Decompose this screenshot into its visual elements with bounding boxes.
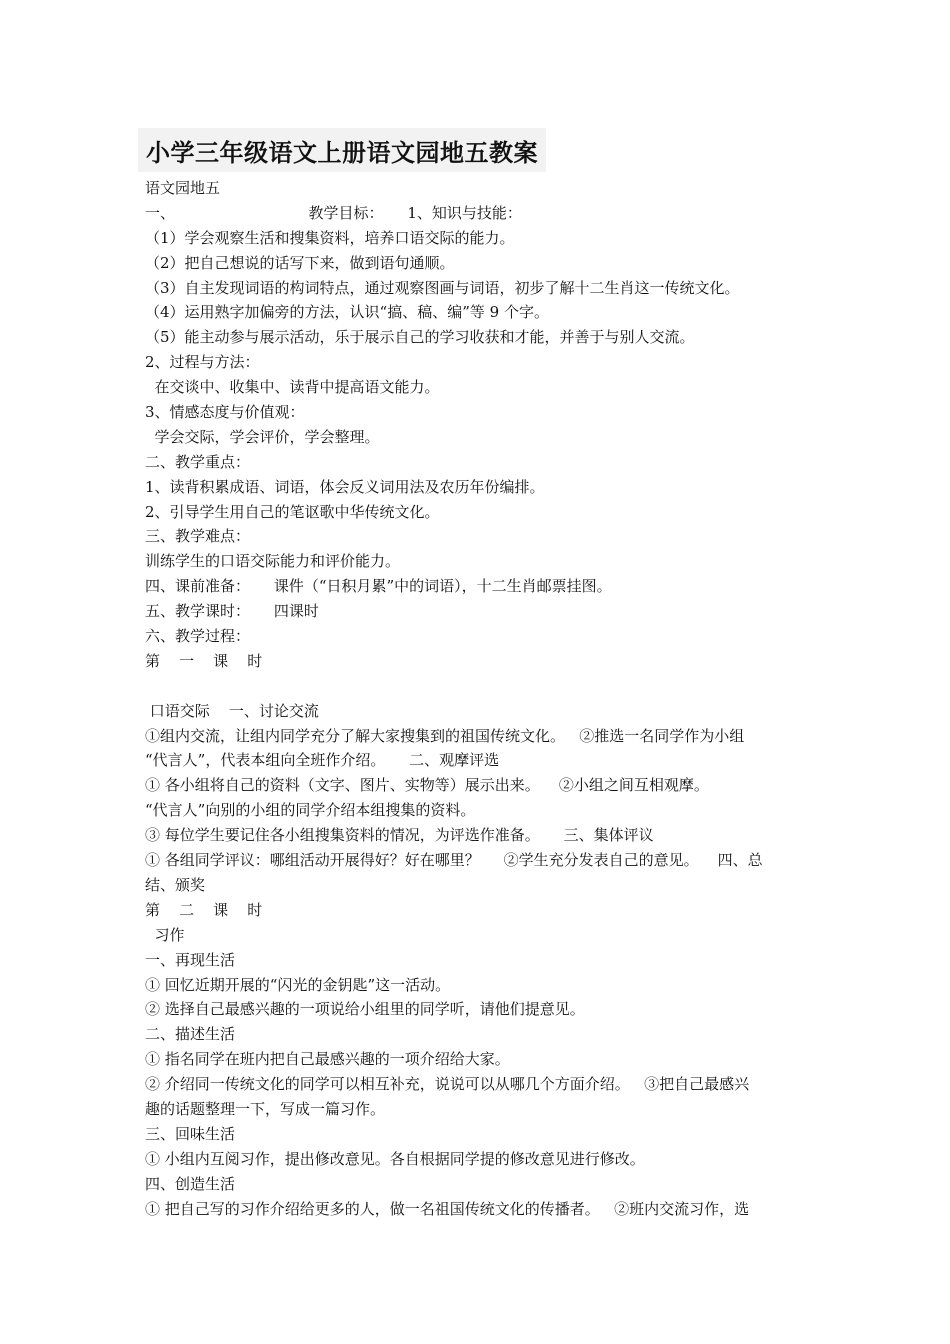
text-line: 训练学生的口语交际能力和评价能力。 xyxy=(145,552,401,571)
text-line: “代言人”，代表本组向全班作介绍。 二、观摩评选 xyxy=(145,751,500,770)
text-line: 一、再现生活 xyxy=(145,950,236,969)
text-line: 结、颁奖 xyxy=(145,875,206,894)
text-line: 口语交际 一、讨论交流 xyxy=(145,701,319,720)
text-line: 三、回味生活 xyxy=(145,1124,236,1143)
text-line: 三、教学难点： xyxy=(145,527,251,546)
text-line: 二、描述生活 xyxy=(145,1025,236,1044)
text-line: （4）运用熟字加偏旁的方法，认识“搞、稿、编”等 9 个字。 xyxy=(145,303,549,322)
text-line: （3）自主发现词语的构词特点，通过观察图画与词语，初步了解十二生肖这一传统文化。 xyxy=(145,278,740,297)
text-line: 四、创造生活 xyxy=(145,1174,236,1193)
text-line: 第 二 课 时 xyxy=(145,900,263,919)
document-body xyxy=(145,176,815,1221)
text-line: 趣的话题整理一下，写成一篇习作。 xyxy=(145,1099,386,1118)
text-line: 二、教学重点： xyxy=(145,452,251,471)
text-line: ① 各小组将自己的资料（文字、图片、实物等）展示出来。 ②小组之间互相观摩。 xyxy=(145,776,709,795)
text-line: ①组内交流，让组内同学充分了解大家搜集到的祖国传统文化。 ②推选一名同学作为小组 xyxy=(145,726,745,745)
text-line: ① 把自己写的习作介绍给更多的人，做一名祖国传统文化的传播者。 ②班内交流习作，选 xyxy=(145,1199,750,1218)
text-line: 习作 xyxy=(145,925,185,944)
text-line: 1、读背积累成语、词语，体会反义词用法及农历年份编排。 xyxy=(145,477,545,496)
text-line: ③ 每位学生要记住各小组搜集资料的情况，为评选作准备。 三、集体评议 xyxy=(145,826,654,845)
text-line: 五、教学课时： 四课时 xyxy=(145,602,319,621)
text-line: ① 指名同学在班内把自己最感兴趣的一项介绍给大家。 xyxy=(145,1050,510,1069)
text-line: 2、引导学生用自己的笔讴歌中华传统文化。 xyxy=(145,502,440,521)
text-line: 3、情感态度与价值观： xyxy=(145,403,305,422)
text-line: ① 小组内互阅习作，提出修改意见。各自根据同学提的修改意见进行修改。 xyxy=(145,1149,645,1168)
text-line: 在交谈中、收集中、读背中提高语文能力。 xyxy=(145,378,440,397)
title-highlight xyxy=(138,128,546,172)
text-line: ② 选择自己最感兴趣的一项说给小组里的同学听，请他们提意见。 xyxy=(145,1000,585,1019)
blank-line xyxy=(145,674,815,699)
text-line: ① 回忆近期开展的“闪光的金钥匙”这一活动。 xyxy=(145,975,451,994)
page-title: 小学三年级语文上册语文园地五教案 xyxy=(146,138,538,167)
text-line: （1）学会观察生活和搜集资料，培养口语交际的能力。 xyxy=(145,228,515,247)
text-line: “代言人”向别的小组的同学介绍本组搜集的资料。 xyxy=(145,801,476,820)
text-line: ① 各组同学评议：哪组活动开展得好？好在哪里？ ②学生充分发表自己的意见。 四、总 xyxy=(145,851,763,870)
text-line: 一、 教学目标： 1、知识与技能： xyxy=(145,203,522,222)
text-line: 学会交际，学会评价，学会整理。 xyxy=(145,427,380,446)
text-line: ② 介绍同一传统文化的同学可以相互补充，说说可以从哪几个方面介绍。 ③把自己最感兴 xyxy=(145,1075,750,1094)
text-line: 六、教学过程： xyxy=(145,627,251,646)
text-line: （2）把自己想说的话写下来，做到语句通顺。 xyxy=(145,253,455,272)
text-line: 语文园地五 xyxy=(145,179,221,197)
text-line: 2、过程与方法： xyxy=(145,353,260,372)
text-line: 第 一 课 时 xyxy=(145,651,263,670)
text-line: 四、课前准备： 课件（“日积月累”中的词语），十二生肖邮票挂图。 xyxy=(145,577,612,596)
text-line: （5）能主动参与展示活动，乐于展示自己的学习收获和才能，并善于与别人交流。 xyxy=(145,328,695,347)
